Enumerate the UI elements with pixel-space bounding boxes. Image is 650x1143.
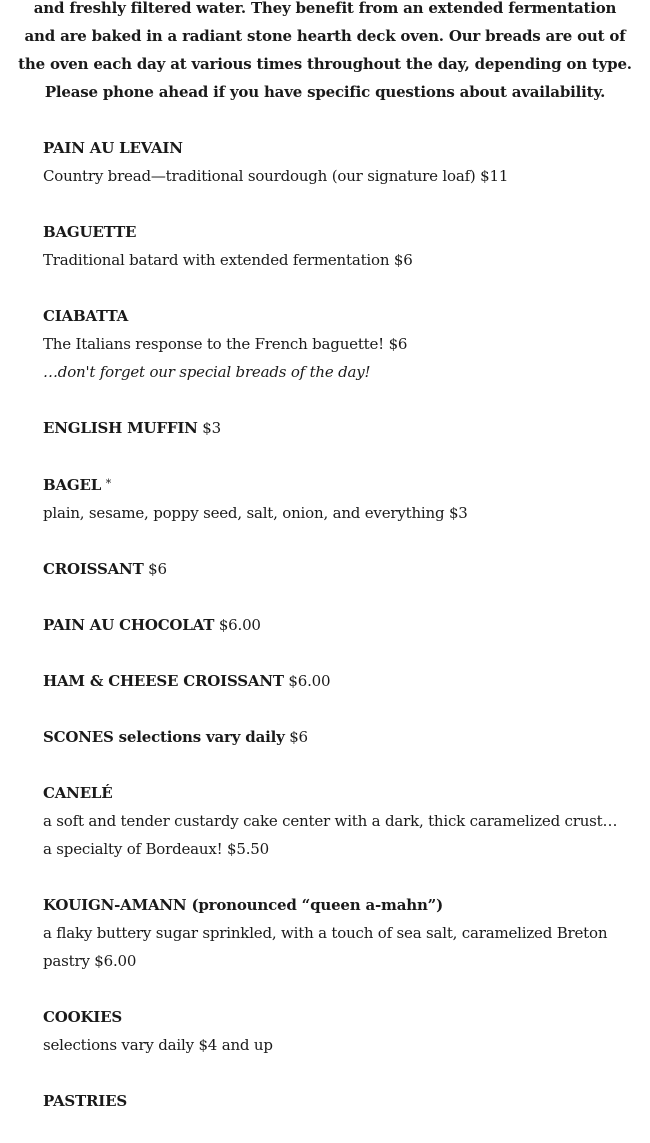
menu-item-english-muffin	[43, 414, 623, 442]
intro-paragraph	[0, 0, 650, 106]
menu-item-ciabatta	[43, 302, 623, 386]
item-price: $6	[289, 728, 308, 746]
item-description: a specialty of Bordeaux! $5.50	[43, 840, 269, 858]
item-name: SCONES selections vary daily	[43, 728, 285, 746]
menu-item-ham-cheese-croissant	[43, 667, 623, 695]
item-name: PASTRIES	[43, 1092, 127, 1110]
asterisk-marker: *	[105, 477, 111, 490]
intro-line: Please phone ahead if you have specific questions about availability.	[44, 83, 606, 101]
item-name: HAM & CHEESE CROISSANT	[43, 672, 284, 690]
item-price: $6.00	[288, 672, 331, 690]
menu-item-croissant	[43, 555, 623, 583]
item-name: CIABATTA	[43, 307, 129, 325]
item-name: CANELÉ	[43, 784, 113, 802]
menu-item-pain-au-levain	[43, 134, 623, 190]
item-description: Traditional batard with extended fermentation $6	[43, 251, 413, 269]
item-name: BAGUETTE	[43, 223, 137, 241]
item-name: ENGLISH MUFFIN	[43, 419, 198, 437]
menu-item-baguette	[43, 218, 623, 274]
item-name: PAIN AU LEVAIN	[43, 139, 183, 157]
menu-item-bagel	[43, 470, 623, 527]
item-price: $6	[148, 560, 167, 578]
menu-item-kouign-amann	[43, 891, 623, 975]
menu-item-scones	[43, 723, 623, 751]
item-description: a flaky buttery sugar sprinkled, with a touch of sea salt, caramelized Breton	[43, 924, 608, 942]
item-description: pastry $6.00	[43, 952, 137, 970]
item-name: BAGEL	[43, 476, 102, 494]
item-name: PAIN AU CHOCOLAT	[43, 616, 215, 634]
intro-line: the oven each day at various times throughout the day, depending on type.	[18, 55, 632, 73]
item-note: …don't forget our special breads of the day!	[43, 363, 371, 381]
item-description: Country bread—traditional sourdough (our signature loaf) $11	[43, 167, 509, 185]
item-price: $6.00	[218, 616, 261, 634]
menu-item-pastries	[43, 1087, 623, 1115]
menu-item-pain-au-chocolat	[43, 611, 623, 639]
item-price: $3	[202, 419, 221, 437]
item-description: selections vary daily $4 and up	[43, 1036, 273, 1054]
item-description: The Italians response to the French baguette! $6	[43, 335, 408, 353]
item-name: KOUIGN-AMANN (pronounced “queen a-mahn”)	[43, 896, 443, 914]
intro-line: and are baked in a radiant stone hearth deck oven. Our breads are out of	[24, 27, 626, 45]
intro-line: and freshly filtered water. They benefit from an extended fermentation	[33, 0, 617, 17]
item-description: a soft and tender custardy cake center with a dark, thick caramelized crust…	[43, 812, 618, 830]
menu-list	[43, 134, 623, 1143]
item-name: COOKIES	[43, 1008, 122, 1026]
menu-item-cookies	[43, 1003, 623, 1059]
item-name: CROISSANT	[43, 560, 144, 578]
item-description: plain, sesame, poppy seed, salt, onion, and everything $3	[43, 504, 468, 522]
menu-item-canele	[43, 779, 623, 863]
